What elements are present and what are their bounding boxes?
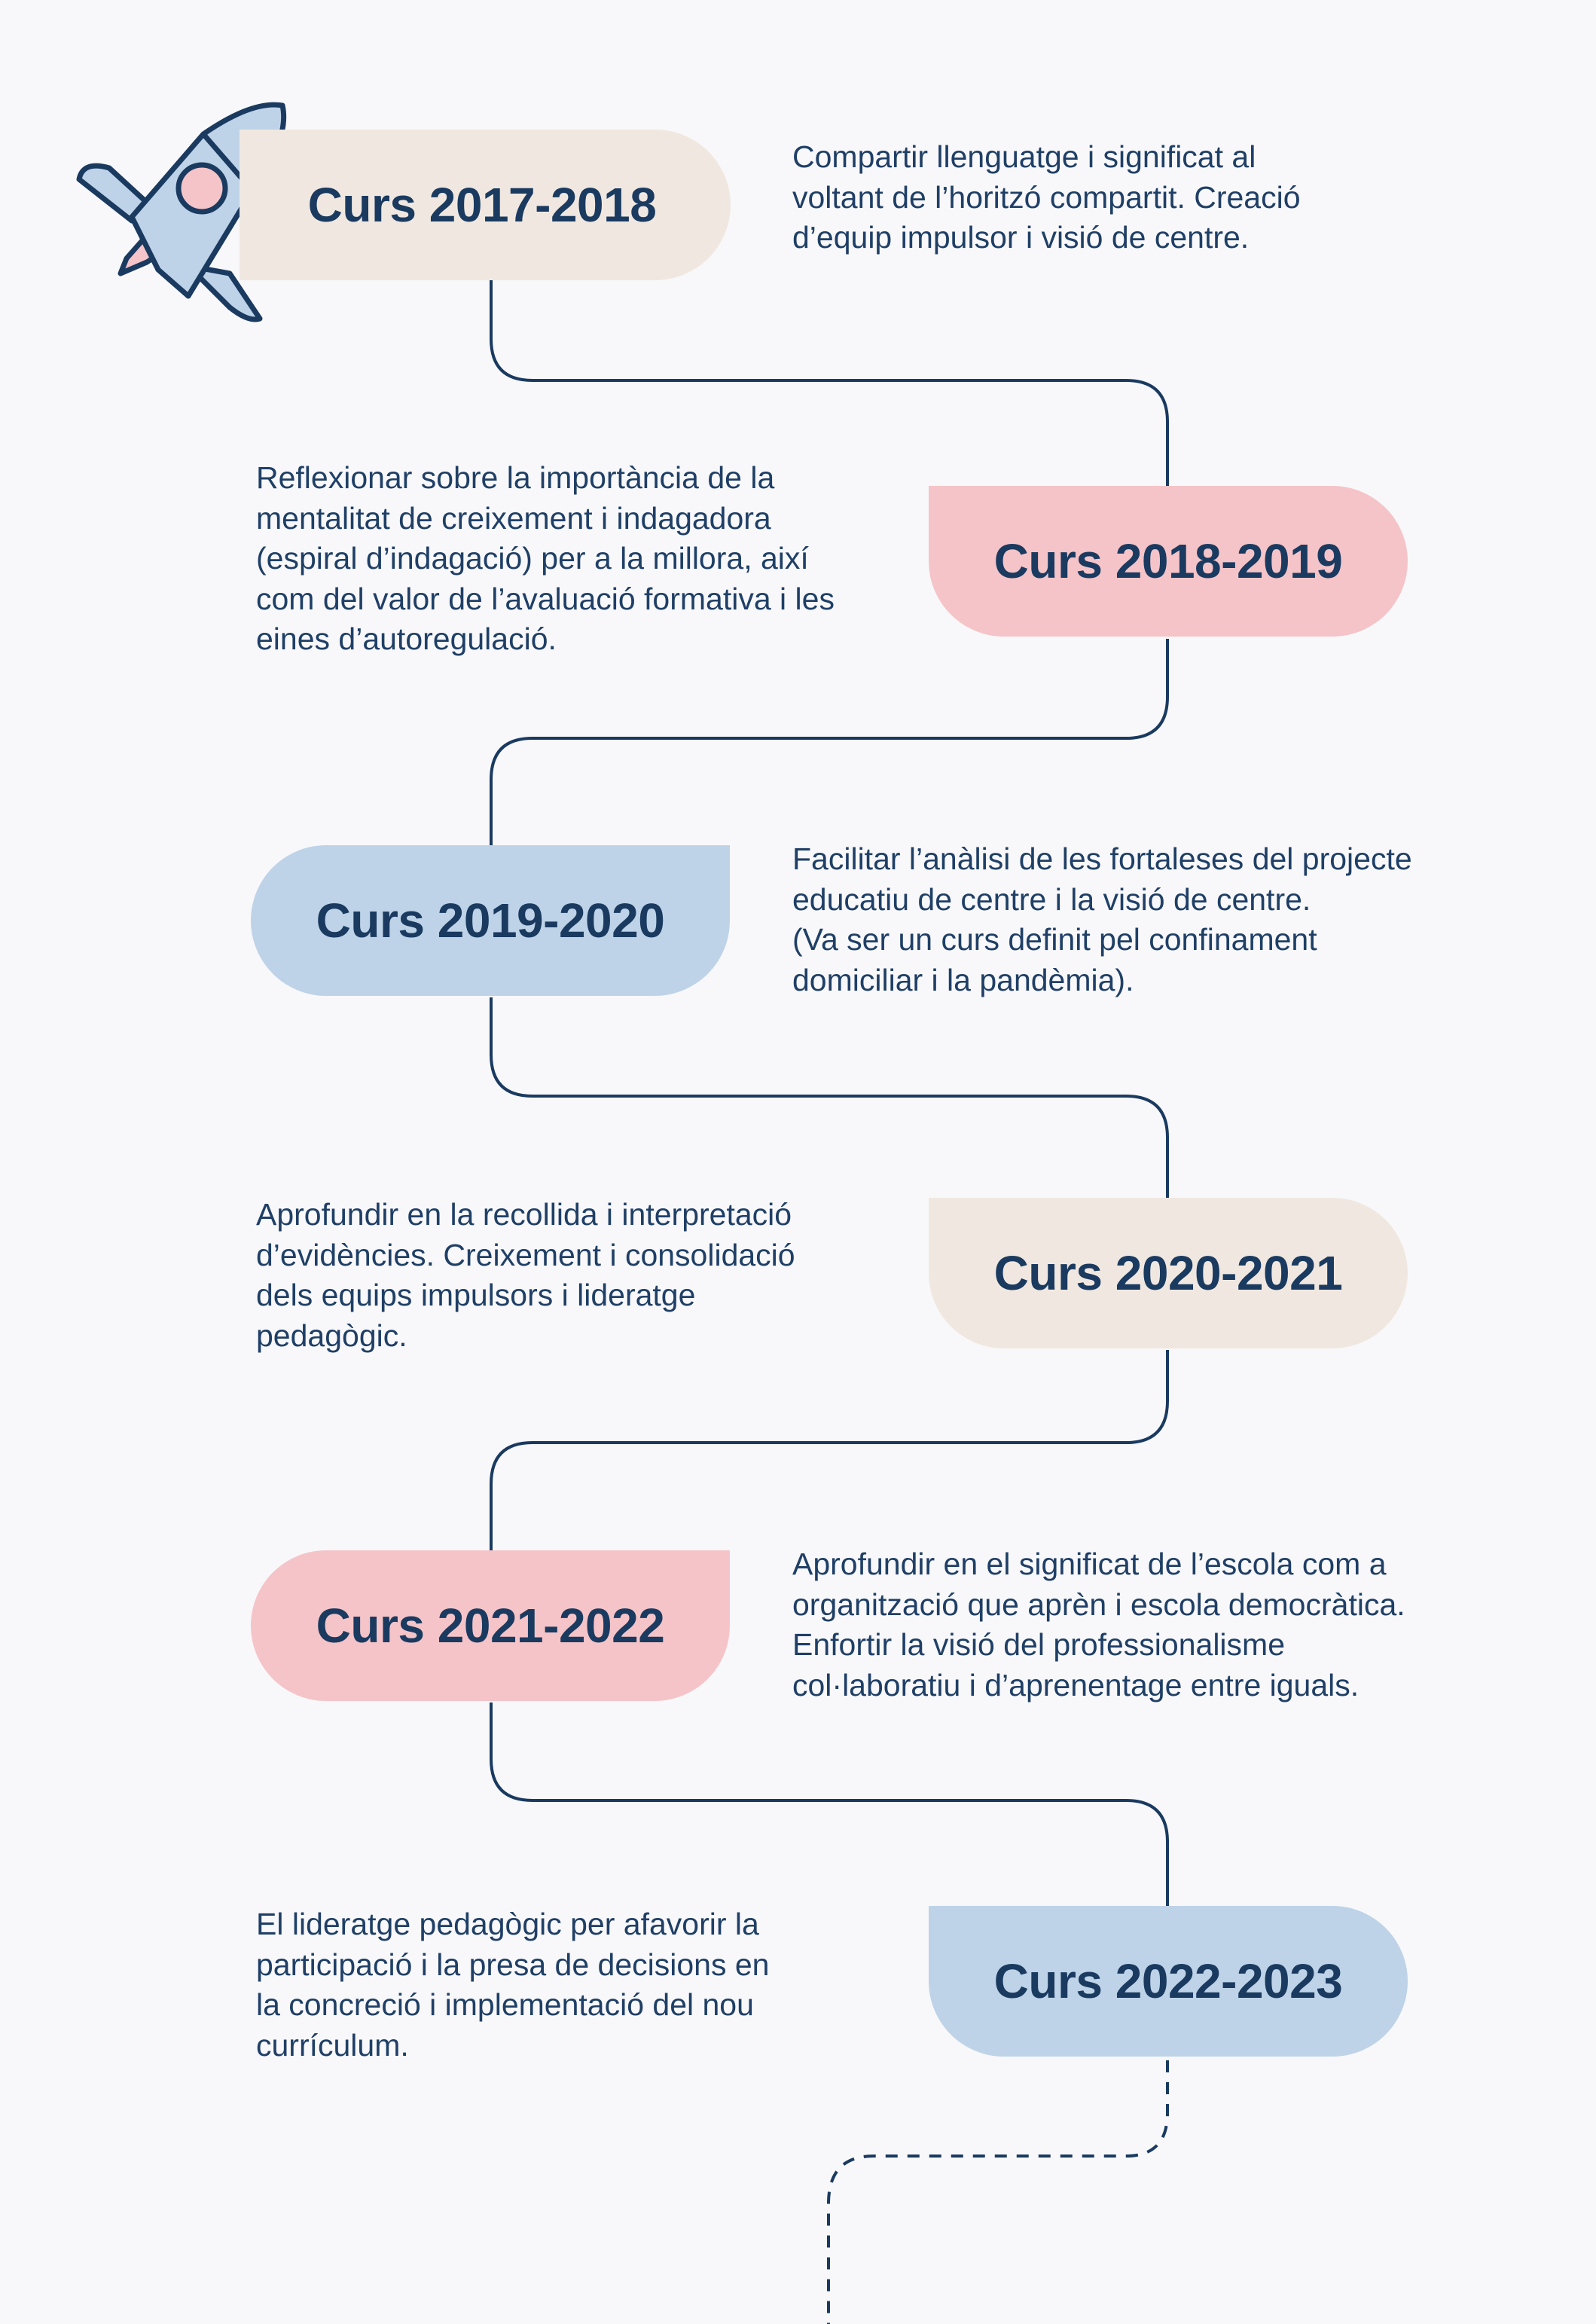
description-2021-2022: Aprofundir en el significat de l’escola com a organització que aprèn i escola democràtica. Enfortir la visió del professionalisme col·laboratiu i d’aprenentage entre iguals. — [792, 1547, 1405, 1703]
connector-3 — [491, 997, 1167, 1198]
connector-5 — [491, 1703, 1167, 1906]
pill-label: Curs 2021-2022 — [316, 1599, 665, 1653]
pill-2022-2023 — [929, 1906, 1408, 2057]
pill-2021-2022 — [251, 1550, 730, 1701]
description-2018-2019: Reflexionar sobre la importància de la mentalitat de creixement i indagadora (espiral d’indagació) per a la millora, així com del valor de l’avaluació formativa i les eines d’autoregulació. — [256, 460, 835, 656]
pill-2017-2018 — [240, 130, 731, 280]
pill-2020-2021 — [929, 1198, 1408, 1348]
pill-2018-2019 — [929, 486, 1408, 637]
pill-label: Curs 2020-2021 — [993, 1246, 1343, 1300]
connector-1 — [491, 280, 1167, 486]
connector-4 — [491, 1350, 1167, 1550]
description-2019-2020: Facilitar l’anàlisi de les fortaleses del projecte educatiu de centre i la visió de centre. (Va ser un curs definit pel confinament domiciliar i la pandèmia). — [792, 841, 1412, 997]
description-2020-2021: Aprofundir en la recollida i interpretació d’evidències. Creixement i consolidació dels equips impulsors i lideratge pedagògic. — [256, 1197, 795, 1353]
connector-future — [829, 2060, 1167, 2324]
description-2022-2023: El lideratge pedagògic per afavorir la participació i la presa de decisions en la concreció i implementació del nou currículum. — [256, 1907, 770, 2063]
pill-label: Curs 2017-2018 — [307, 178, 657, 232]
description-2017-2018: Compartir llenguatge i significat al voltant de l’horitzó compartit. Creació d’equip impulsor i visió de centre. — [792, 139, 1301, 255]
connector-2 — [491, 639, 1167, 845]
pill-2019-2020 — [251, 845, 730, 996]
pill-label: Curs 2018-2019 — [993, 534, 1343, 588]
pill-label: Curs 2022-2023 — [993, 1954, 1343, 2008]
pill-label: Curs 2019-2020 — [316, 893, 665, 948]
